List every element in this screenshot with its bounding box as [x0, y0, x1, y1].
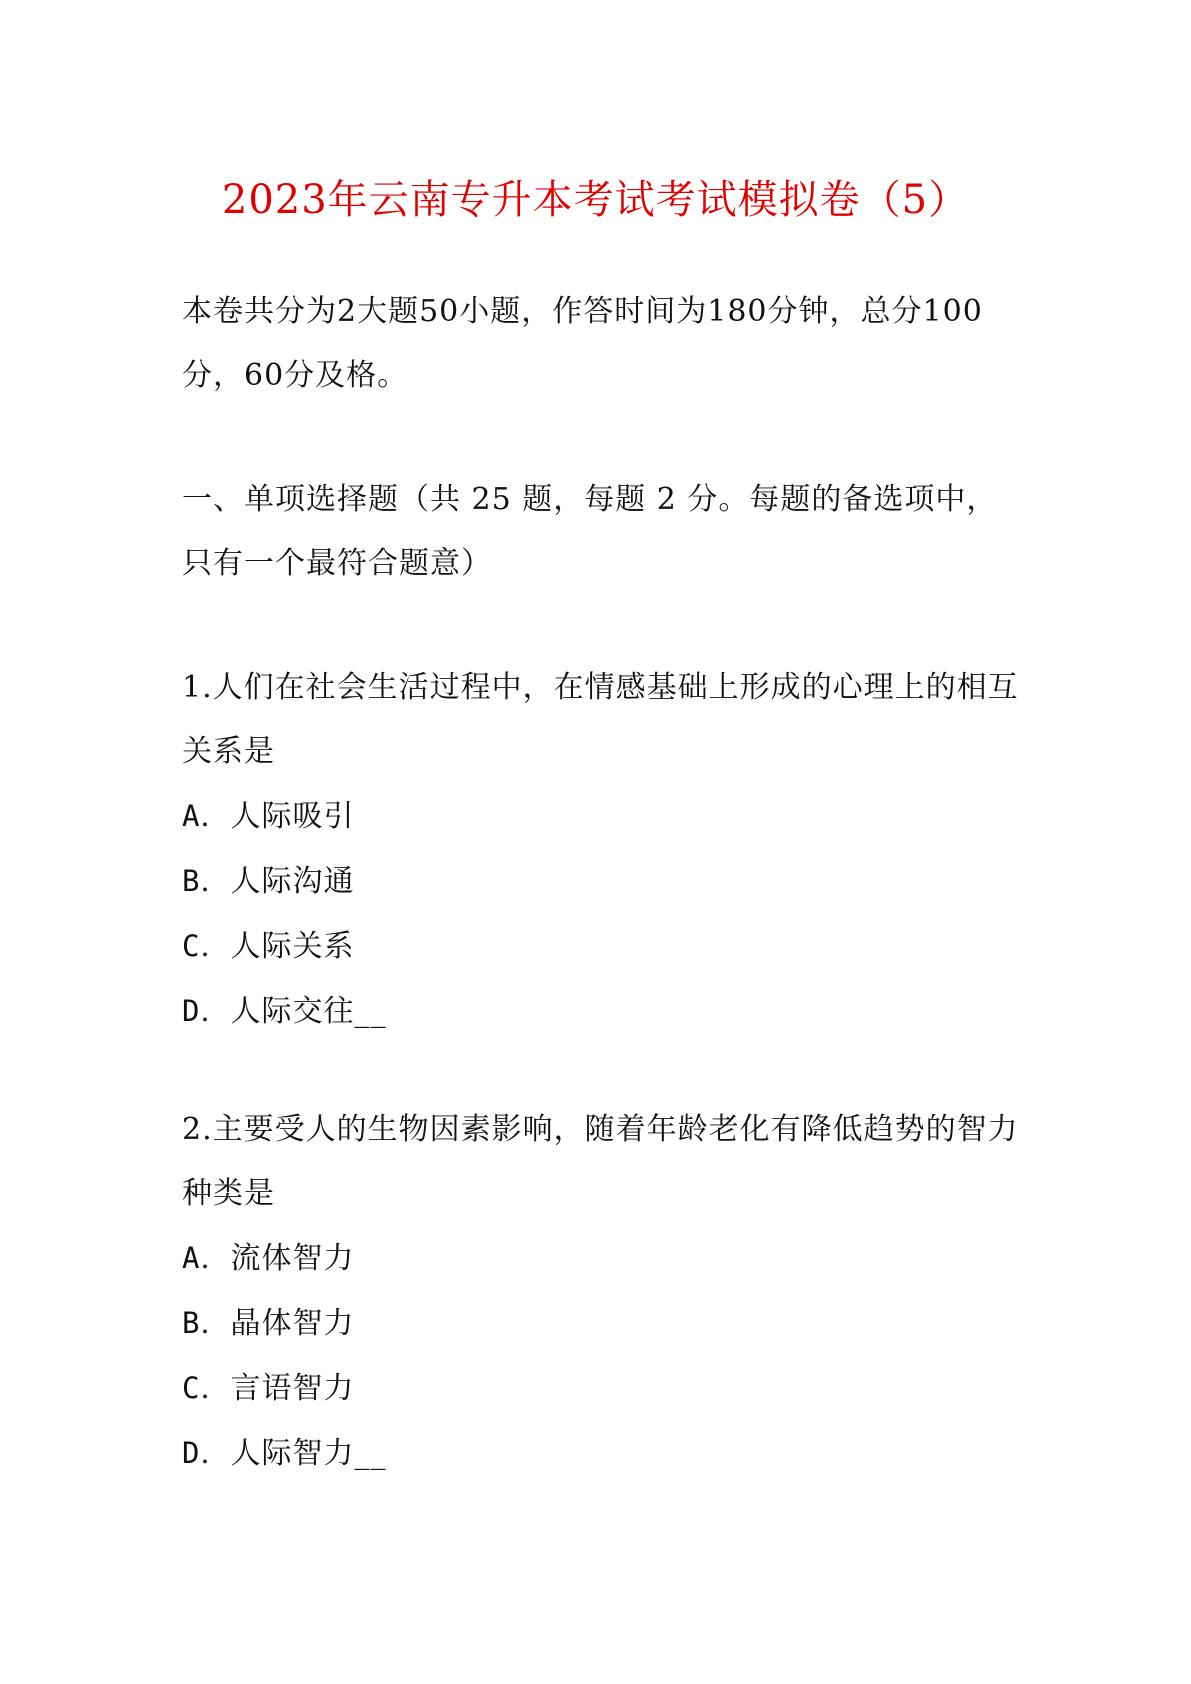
- option-d: [182, 1421, 1022, 1486]
- exam-intro: 本卷共分为2大题50小题，作答时间为180分钟，总分100分，60分及格。: [182, 294, 983, 393]
- question-stem: 1.人们在社会生活过程中，在情感基础上形成的心理上的相互关系是: [182, 670, 1019, 769]
- question-1: [182, 656, 1022, 1044]
- option-text: 人际交往__: [230, 994, 387, 1029]
- question-stem: 2.主要受人的生物因素影响，随着年龄老化有降低趋势的智力种类是: [182, 1112, 1019, 1211]
- option-d: [182, 979, 1022, 1044]
- option-text: 流体智力: [230, 1241, 355, 1276]
- option-text: 人际沟通: [230, 864, 355, 899]
- option-label: A．: [182, 1241, 231, 1275]
- option-text: 人际关系: [230, 929, 355, 964]
- section-heading: 一、单项选择题（共 25 题，每题 2 分。每题的备选项中，只有一个最符合题意）: [182, 482, 998, 581]
- option-text: 人际智力__: [230, 1436, 387, 1471]
- option-label: D．: [182, 994, 231, 1028]
- option-label: A．: [182, 799, 231, 833]
- option-text: 言语智力: [230, 1371, 355, 1406]
- option-c: [182, 1356, 1022, 1421]
- option-c: [182, 914, 1022, 979]
- option-text: 人际吸引: [230, 799, 355, 834]
- option-label: B．: [182, 1306, 231, 1340]
- option-label: B．: [182, 864, 231, 898]
- option-label: D．: [182, 1436, 231, 1470]
- question-2: [182, 1098, 1022, 1486]
- option-text: 晶体智力: [230, 1306, 355, 1341]
- option-label: C．: [182, 1371, 231, 1405]
- option-a: [182, 1226, 1022, 1291]
- option-b: [182, 1291, 1022, 1356]
- option-label: C．: [182, 929, 231, 963]
- option-b: [182, 849, 1022, 914]
- option-a: [182, 784, 1022, 849]
- page-title: 2023年云南专升本考试考试模拟卷（5）: [221, 177, 970, 223]
